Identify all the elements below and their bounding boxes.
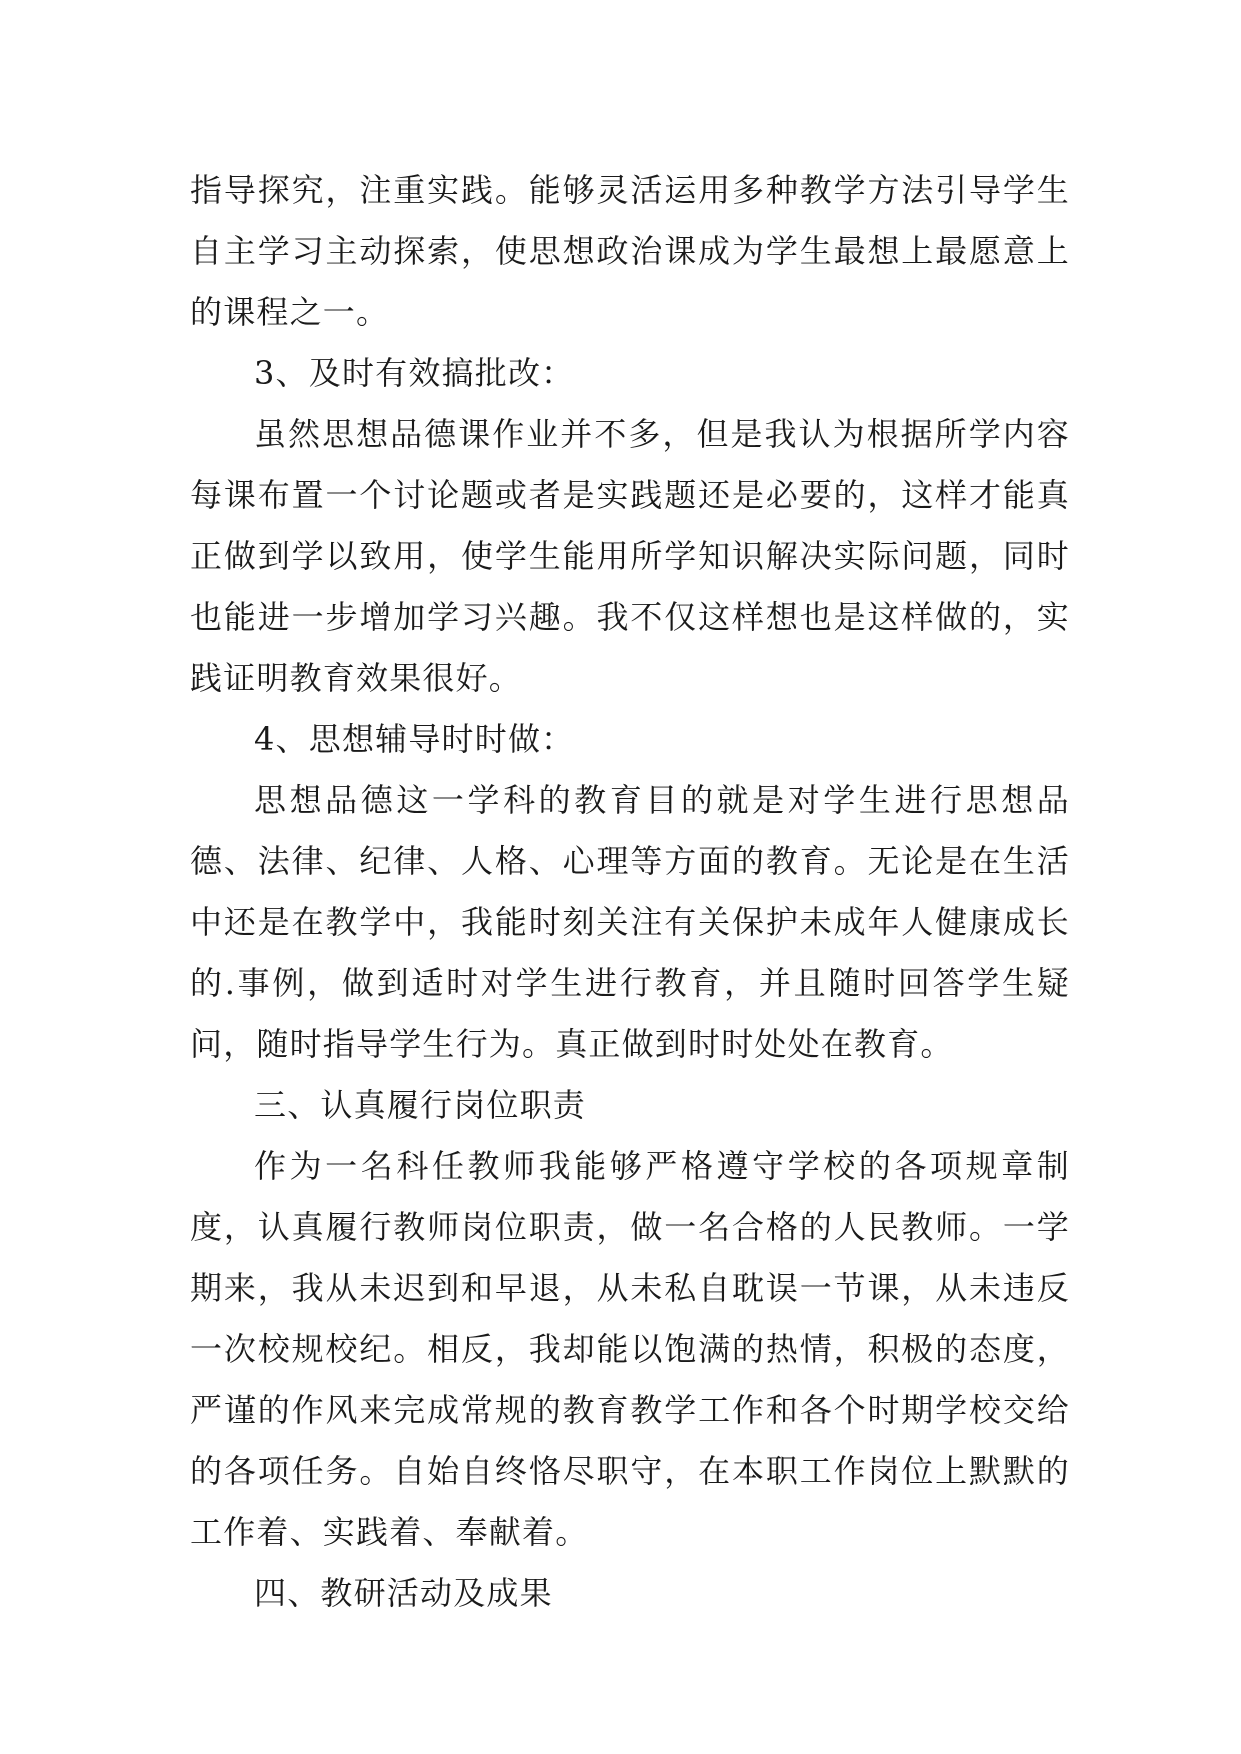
section-heading-duties: 三、认真履行岗位职责 (254, 1086, 587, 1124)
paragraph-duties: 作为一名科任教师我能够严格遵守学校的各项规章制度，认真履行教师岗位职责，做一名合格的人民教师。一学期来，我从未迟到和早退，从未私自耽误一节课，从未违反一次校规校纪。相反，我却能以饱满的热情，积极的态度，严谨的作风来完成常规的教育教学工作和各个时期学校交给的各项任务。自始自终恪尽职守，在本职工作岗位上默默的工作着、实践着、奉献着。 (190, 1147, 1070, 1551)
paragraph-continuation: 指导探究，注重实践。能够灵活运用多种教学方法引导学生自主学习主动探索，使思想政治课成为学生最想上最愿意上的课程之一。 (190, 171, 1070, 331)
paragraph-homework: 虽然思想品德课作业并不多，但是我认为根据所学内容每课布置一个讨论题或者是实践题还是必要的，这样才能真正做到学以致用，使学生能用所学知识解决实际问题，同时也能进一步增加学习兴趣。我不仅这样想也是这样做的，实践证明教育效果很好。 (190, 415, 1070, 697)
document-body (190, 160, 1070, 1624)
subheading-grading: 3、及时有效搞批改： (254, 354, 575, 392)
subheading-counseling: 4、思想辅导时时做： (254, 720, 575, 758)
section-heading-research: 四、教研活动及成果 (254, 1574, 553, 1612)
paragraph-moral-education: 思想品德这一学科的教育目的就是对学生进行思想品德、法律、纪律、人格、心理等方面的教育。无论是在生活中还是在教学中，我能时刻关注有关保护未成年人健康成长的.事例，做到适时对学生进行教育，并且随时回答学生疑问，随时指导学生行为。真正做到时时处处在教育。 (190, 781, 1070, 1063)
